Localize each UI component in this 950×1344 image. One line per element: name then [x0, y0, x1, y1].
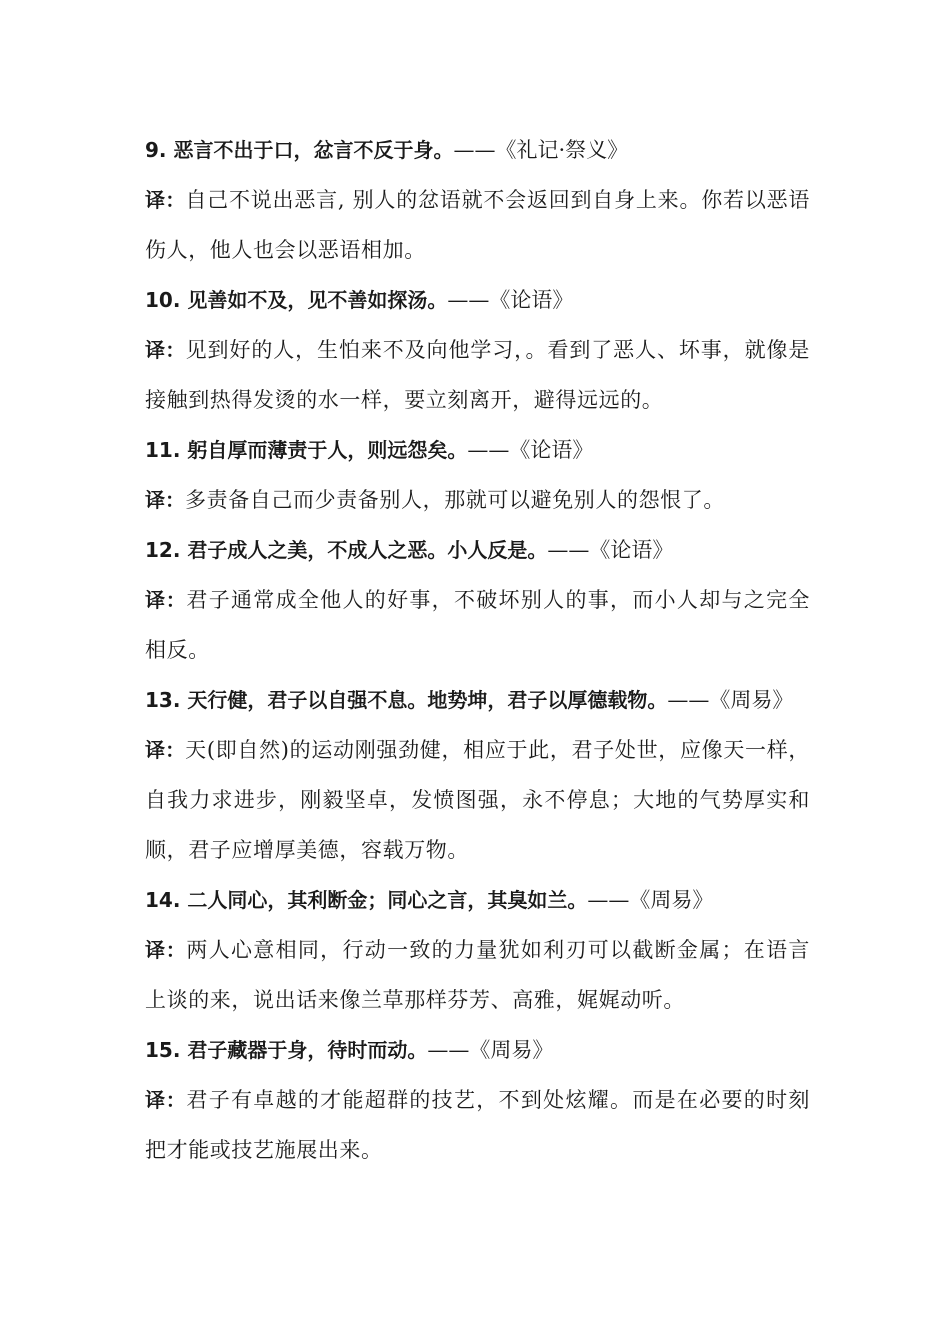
quote-source: ——《周易》	[667, 688, 794, 712]
translation-10: 译：见到好的人，生怕来不及向他学习，。看到了恶人、坏事，就像是接触到热得发烫的水一样，要立刻离开，避得远远的。	[145, 338, 810, 412]
quote-source: ——《周易》	[587, 888, 714, 912]
quote-list	[145, 125, 810, 1175]
quote-source: ——《论语》	[447, 288, 574, 312]
quote-source: ——《论语》	[547, 538, 674, 562]
translation-9: 译：自己不说出恶言, 别人的忿语就不会返回到自身上来。你若以恶语伤人，他人也会以恶语相加。	[145, 188, 811, 262]
translation-label: 译：	[145, 738, 186, 762]
quote-9: 9. 恶言不出于口，忿言不反于身。——《礼记·祭义》	[145, 138, 629, 162]
translation-label: 译：	[145, 338, 186, 362]
quote-source: ——《论语》	[467, 438, 594, 462]
translation-label: 译：	[145, 938, 187, 962]
quote-11: 11. 躬自厚而薄责于人，则远怨矣。——《论语》	[145, 438, 594, 462]
quote-15: 15. 君子藏器于身，待时而动。——《周易》	[145, 1038, 554, 1062]
translation-label: 译：	[145, 1088, 187, 1112]
translation-13: 译：天(即自然)的运动刚强劲健，相应于此，君子处世，应像天一样，自我力求进步，刚毅坚卓，发愤图强，永不停息；大地的气势厚实和顺，君子应增厚美德，容载万物。	[145, 738, 810, 862]
translation-label: 译：	[145, 488, 185, 512]
translation-label: 译：	[145, 188, 186, 212]
translation-12: 译：君子通常成全他人的好事，不破坏别人的事，而小人却与之完全相反。	[145, 588, 810, 662]
quote-10: 10. 见善如不及，见不善如探汤。——《论语》	[145, 288, 574, 312]
quote-source: ——《礼记·祭义》	[453, 138, 629, 162]
quote-12: 12. 君子成人之美，不成人之恶。小人反是。——《论语》	[145, 538, 674, 562]
translation-14: 译：两人心意相同，行动一致的力量犹如利刃可以截断金属；在语言上谈的来，说出话来像兰草那样芬芳、高雅，娓娓动听。	[145, 938, 810, 1012]
quote-source: ——《周易》	[427, 1038, 554, 1062]
quote-13: 13. 天行健，君子以自强不息。地势坤，君子以厚德载物。——《周易》	[145, 688, 794, 712]
quote-14: 14. 二人同心，其利断金；同心之言，其臭如兰。——《周易》	[145, 888, 714, 912]
translation-label: 译：	[145, 588, 187, 612]
translation-11: 译：多责备自己而少责备别人，那就可以避免别人的怨恨了。	[145, 488, 725, 512]
translation-15: 译：君子有卓越的才能超群的技艺，不到处炫耀。而是在必要的时刻把才能或技艺施展出来。	[145, 1088, 810, 1162]
